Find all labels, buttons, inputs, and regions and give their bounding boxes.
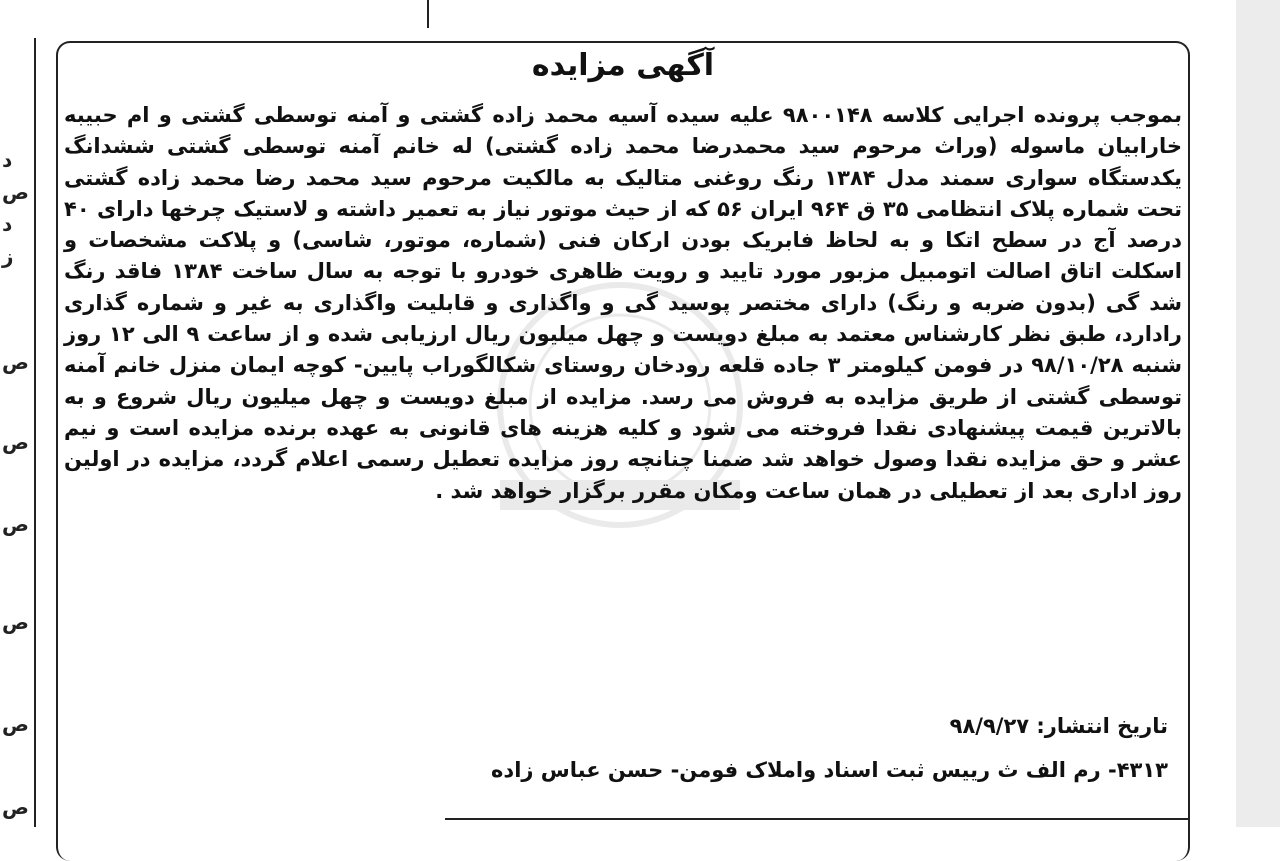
bottom-rule: [445, 818, 1190, 820]
adjacent-column-fragment: ص: [2, 180, 29, 204]
notice-title: آگهی مزایده: [531, 48, 715, 83]
adjacent-column-fragment: ص: [2, 795, 29, 819]
adjacent-column-fragments: [0, 0, 30, 827]
adjacent-column-fragment: د: [2, 148, 13, 172]
adjacent-column-fragment: ص: [2, 512, 29, 536]
right-page-gutter: [1236, 0, 1280, 827]
left-column-rule: [34, 38, 36, 827]
adjacent-column-fragment: ص: [2, 610, 29, 634]
adjacent-column-fragment: ص: [2, 350, 29, 374]
adjacent-column-fragment: د: [2, 212, 13, 236]
publish-date: تاریخ انتشار: ۹۸/۹/۲۷: [949, 714, 1168, 738]
adjacent-column-fragment: ص: [2, 712, 29, 736]
adjacent-column-fragment: ز: [2, 244, 14, 268]
notice-body: بموجب پرونده اجرایی کلاسه ۹۸۰۰۱۴۸ علیه سیده آسیه محمد زاده گشتی و آمنه توسطی گشتی و ام حبیبه خارابیان ماسوله (وراث مرحوم سید محمدرضا محمد زاده گشتی) له خانم آمنه توسطی گشتی ششدانگ یکدستگاه سواری سمند مدل ۱۳۸۴ رنگ روغنی متالیک به مالکیت مرحوم سید محمد رضا محمد زاده گشتی تحت شماره پلاک انتظامی ۳۵ ق ۹۶۴ ایران ۵۶ که از حیث موتور نیاز به تعمیر داشته و لاستیک چرخها دارای ۴۰ درصد آج در سطح اتکا و به لحاظ فابریک بودن ارکان فنی (شماره، موتور، شاسی) و پلاکت مشخصات و اسکلت اتاق اصالت اتومبیل مزبور مورد تایید و رویت ظاهری خودرو با توجه به سال ساخت ۱۳۸۴ فاقد رنگ شد گی (بدون ضربه و رنگ) دارای مختصر پوسید گی و واگذاری و قابلیت واگذاری به غیر و شماره گذاری رادارد، طبق نظر کارشناس معتمد به مبلغ دویست و چهل میلیون ریال ارزیابی شده و از ساعت ۹ الی ۱۲ روز شنبه ۹۸/۱۰/۲۸ در فومن کیلومتر ۳ جاده قلعه رودخان روستای شکالگوراب پایین- کوچه ایمان منزل خانم آمنه توسطی گشتی از طریق مزایده به فروش می رسد. مزایده از مبلغ دویست و چهل میلیون ریال شروع و به بالاترین قیمت پیشنهادی نقدا فروخته می شود و کلیه هزینه های قانونی به عهده برنده مزایده است و نیم عشر و حق مزایده نقدا وصول خواهد شد ضمنا چنانچه روز مزایده تعطیل رسمی اعلام گردد، مزایده در اولین روز اداری بعد از تعطیلی در همان ساعت ومکان مقرر برگزار خواهد شد .: [64, 103, 1183, 503]
top-column-divider: [427, 0, 429, 28]
adjacent-column-fragment: ص: [2, 430, 29, 454]
notice-signature: ۴۳۱۳- رم الف ث رییس ثبت اسناد واملاک فومن- حسن عباس زاده: [491, 758, 1168, 782]
